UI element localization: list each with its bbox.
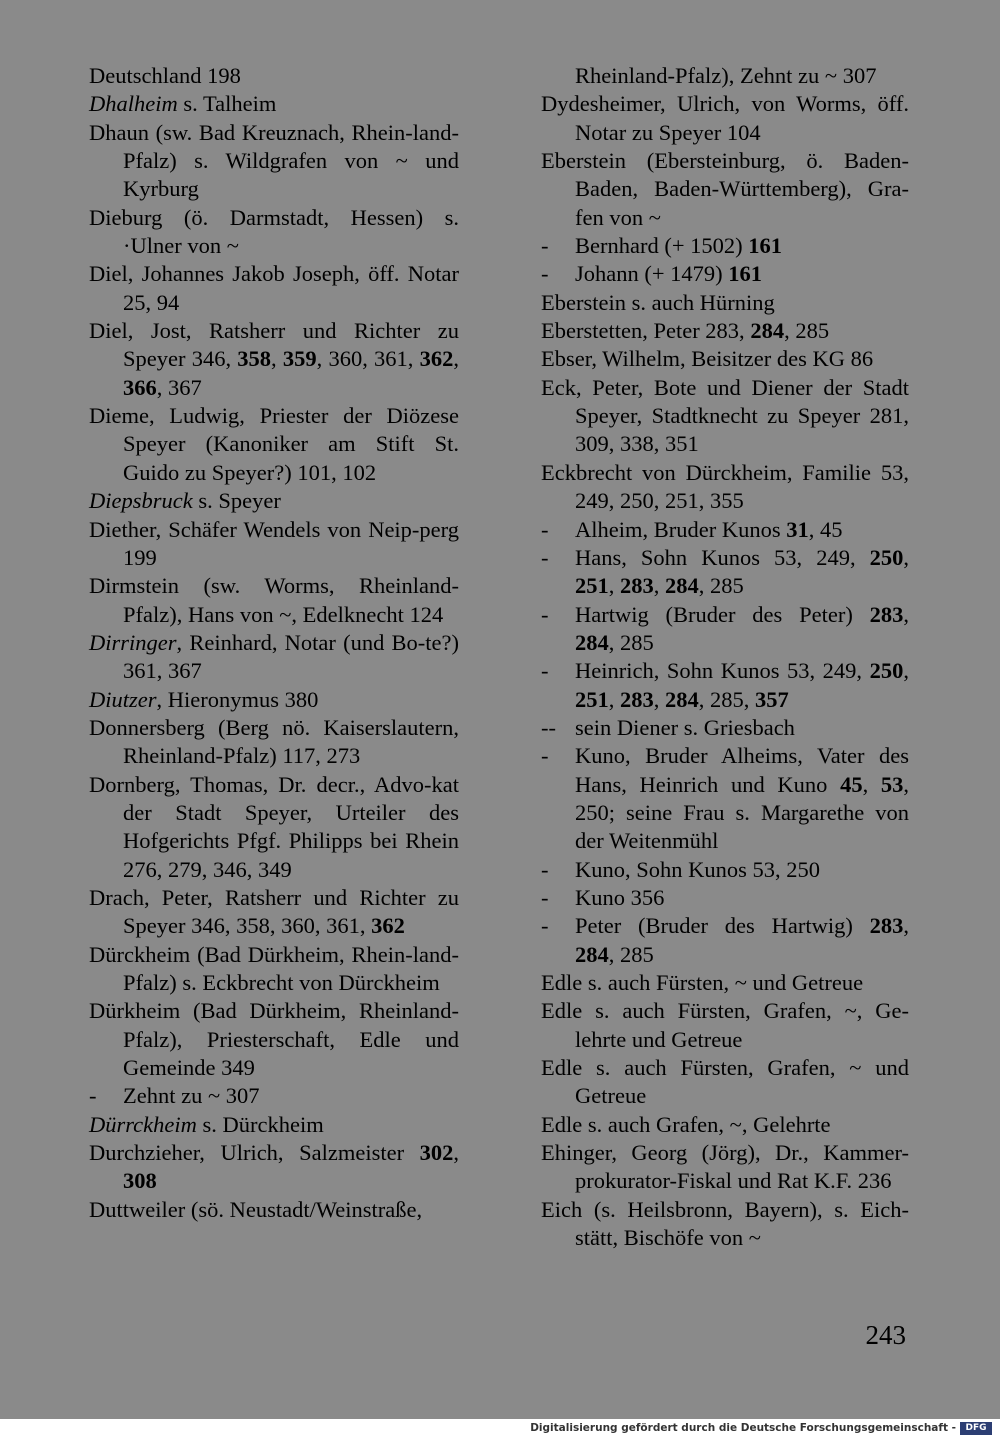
bold-page-reference: 250 [869,544,904,570]
index-entry [89,941,459,998]
entry-text: , 360, 361, [316,346,420,372]
bold-page-reference: 283 [869,601,904,627]
entry-text: , [608,686,620,712]
entry-text: , Reinhard, Notar (und Bo-te?) 361, 367 [123,629,459,684]
bold-page-reference: 161 [728,261,763,287]
index-entry [89,572,459,629]
bold-page-reference: 362 [419,346,454,372]
index-entry [89,119,459,204]
index-entry [89,1196,459,1224]
entry-text: Dydesheimer, Ulrich, von Worms, öff. Notar zu Speyer 104 [541,91,909,145]
entry-text: , [271,346,283,372]
entry-text: , 285, [698,686,755,712]
bold-page-reference: 45 [840,771,863,797]
entry-text: s. Speyer [192,488,281,514]
italic-term: Dhalheim [89,91,178,117]
bold-page-reference: 31 [786,516,809,542]
index-entry [89,1082,459,1110]
bold-page-reference: 362 [371,913,405,939]
index-entry [541,544,909,601]
entry-text: Edle s. auch Fürsten, Grafen, ~, Ge-lehrte und Getreue [541,998,909,1052]
entry-text: Kuno, Sohn Kunos 53, 250 [575,856,821,882]
index-entry [541,1139,909,1196]
entry-text: Peter (Bruder des Hartwig) [575,913,870,939]
index-entry [541,714,909,742]
index-entry [89,204,459,261]
entry-text: Johann (+ 1479) [575,261,729,287]
italic-term: Diepsbruck [89,488,193,514]
sub-entry-dash: - [541,233,549,259]
sub-entry-dash: - [541,913,549,939]
bold-page-reference: 251 [575,686,609,712]
sub-entry-dash: - [541,884,549,910]
sub-entry-dash: - [541,601,549,627]
sub-entry-dash: - [541,516,549,542]
entry-text: Diel, Jost, Ratsherr und Richter zu Speyer 346, [89,318,459,372]
index-entry [541,516,909,544]
entry-text: , [453,1140,459,1166]
entry-text: Eich (s. Heilsbronn, Bayern), s. Eich-stätt, Bischöfe von ~ [541,1196,909,1251]
index-entry [89,1111,459,1139]
index-entry [541,345,909,373]
entry-text: Hans, Sohn Kunos 53, 249, [575,544,870,570]
index-entry [89,317,459,402]
index-entry [89,629,459,686]
entry-text: , [453,346,460,372]
entry-text: Kuno, Bruder Alheims, Vater des Hans, Heinrich und Kuno [575,743,909,797]
bold-page-reference: 284 [575,629,609,655]
bold-page-reference: 161 [748,233,783,259]
entry-text: Durchzieher, Ulrich, Salzmeister [89,1140,420,1166]
italic-term: Dürrckheim [89,1111,197,1137]
entry-text: Diel, Johannes Jakob Joseph, öff. Notar 25, 94 [89,261,459,315]
entry-text: , [903,913,909,939]
bold-page-reference: 251 [575,573,609,599]
entry-text: Bernhard (+ 1502) [575,233,749,259]
index-entry [541,317,909,345]
entry-text: , [608,573,620,599]
index-entry [89,884,459,941]
index-entry [89,714,459,771]
entry-text: Rheinland-Pfalz), Zehnt zu ~ 307 [575,63,877,88]
entry-text: Deutschland 198 [89,63,241,88]
entry-text: , [903,601,909,627]
entry-text: , 45 [808,516,843,542]
bold-page-reference: 359 [282,346,317,372]
entry-text: , 250; seine Frau s. Margarethe von der Weitenmühl [575,771,909,854]
index-entry [541,1111,909,1139]
bold-page-reference: 366 [123,374,157,400]
index-entry [541,90,909,147]
entry-text: Ebser, Wilhelm, Beisitzer des KG 86 [541,346,874,372]
italic-term: Dirringer [89,629,177,655]
entry-text: Zehnt zu ~ 307 [123,1083,260,1109]
sub-entry-dash: - [541,261,549,287]
index-entry [541,997,909,1054]
index-entry [541,1054,909,1111]
index-entry [541,742,909,855]
index-entry [89,1139,459,1196]
entry-text: , Hieronymus 380 [156,686,319,712]
bold-page-reference: 53 [880,771,904,797]
bold-page-reference: 284 [750,318,785,344]
entry-text: , 285 [698,573,744,599]
entry-text: Dirmstein (sw. Worms, Rheinland-Pfalz), Hans von ~, Edelknecht 124 [89,573,459,627]
bold-page-reference: 308 [123,1168,157,1194]
bold-page-reference: 283 [869,913,904,939]
sub-entry-dash: - [541,658,549,684]
index-entry [541,147,909,232]
index-entry [541,856,909,884]
entry-text: , 367 [156,374,202,400]
entry-text: Kuno 356 [575,884,665,910]
index-entry [89,516,459,573]
footer-credit: Digitalisierung gefördert durch die Deutsche Forschungsgemeinschaft - [530,1422,956,1434]
index-column-left [89,62,459,1224]
entry-text: Drach, Peter, Ratsherr und Richter zu Speyer 346, 358, 360, 361, [89,884,459,939]
entry-text: Dieburg (ö. Darmstadt, Hessen) s. ·Ulner von ~ [89,204,459,259]
bold-page-reference: 283 [620,573,654,599]
index-entry [541,232,909,260]
footer-bar [0,1419,1000,1439]
entry-text: Hartwig (Bruder des Peter) [575,601,870,627]
entry-text: Eberstein s. auch Hürning [541,289,775,315]
bold-page-reference: 357 [755,686,789,712]
bold-page-reference: 358 [237,346,272,372]
index-entry [541,601,909,658]
entry-text: , 285 [784,318,830,344]
dfg-logo-icon: DFG [960,1422,992,1435]
index-entry [89,997,459,1082]
entry-text: Donnersberg (Berg nö. Kaiserslautern, Rheinland-Pfalz) 117, 273 [89,714,459,769]
entry-text: s. Dürckheim [196,1111,324,1137]
index-entry [541,260,909,288]
bold-page-reference: 284 [665,573,699,599]
entry-text: Alheim, Bruder Kunos [575,516,787,542]
entry-text: s. Talheim [177,91,277,117]
entry-text: , [653,686,665,712]
entry-text: , [903,544,909,570]
entry-text: , [903,658,909,684]
bold-page-reference: 284 [665,686,699,712]
entry-text: Ehinger, Georg (Jörg), Dr., Kammer-prokurator-Fiskal und Rat K.F. 236 [541,1140,909,1194]
page-number: 243 [865,1320,906,1350]
sub-entry-dash: - [541,856,549,882]
index-entry [541,884,909,912]
entry-text: Dhaun (sw. Bad Kreuznach, Rhein-land-Pfalz) s. Wildgrafen von ~ und Kyrburg [89,119,459,202]
index-entry [89,771,459,884]
sub-entry-dash: - [89,1083,97,1109]
index-entry [89,90,459,118]
index-entry [541,657,909,714]
index-entry [89,402,459,487]
index-entry [89,686,459,714]
index-entry [541,1196,909,1253]
index-entry [541,374,909,459]
sub-entry-dash: -- [541,714,556,740]
bold-page-reference: 250 [869,658,904,684]
entry-text: Edle s. auch Fürsten, ~ und Getreue [541,970,864,995]
entry-text: Heinrich, Sohn Kunos 53, 249, [575,658,870,684]
index-entry [89,487,459,515]
entry-text: Diether, Schäfer Wendels von Neip-perg 199 [89,516,459,570]
index-entry [541,459,909,516]
entry-text: Eberstein (Ebersteinburg, ö. Baden-Baden, Baden-Württemberg), Gra-fen von ~ [541,148,909,230]
entry-text: Dürckheim (Bad Dürkheim, Rhein-land-Pfalz) s. Eckbrecht von Dürckheim [89,941,459,995]
entry-text: Eberstetten, Peter 283, [541,318,751,344]
entry-text: Dieme, Ludwig, Priester der Diözese Speyer (Kanoniker am Stift St. Guido zu Speyer?) 101, 102 [89,403,459,485]
index-entry [541,912,909,969]
entry-text: , 285 [608,941,654,967]
index-entry [89,260,459,317]
entry-text: Edle s. auch Fürsten, Grafen, ~ und Getreue [541,1055,909,1109]
index-entry [541,289,909,317]
entry-text: , [862,771,881,797]
index-column-right [541,62,909,1252]
index-entry [541,62,909,90]
entry-text: , 285 [608,629,654,655]
entry-text: Eck, Peter, Bote und Diener der Stadt Speyer, Stadtknecht zu Speyer 281, 309, 338, 351 [541,374,909,457]
entry-text: Eckbrecht von Dürckheim, Familie 53, 249, 250, 251, 355 [541,459,909,514]
index-entry [89,62,459,90]
sub-entry-dash: - [541,743,549,769]
index-entry [541,969,909,997]
entry-text: , [653,573,665,599]
entry-text: Edle s. auch Grafen, ~, Gelehrte [541,1111,831,1137]
sub-entry-dash: - [541,544,549,570]
entry-text: Duttweiler (sö. Neustadt/Weinstraße, [89,1196,423,1222]
bold-page-reference: 283 [620,686,654,712]
italic-term: Diutzer [89,686,157,712]
entry-text: sein Diener s. Griesbach [575,714,795,740]
bold-page-reference: 284 [575,941,609,967]
bold-page-reference: 302 [419,1140,454,1166]
entry-text: Dürkheim (Bad Dürkheim, Rheinland-Pfalz), Priesterschaft, Edle und Gemeinde 349 [89,998,459,1081]
entry-text: Dornberg, Thomas, Dr. decr., Advo-kat der Stadt Speyer, Urteiler des Hofgerichts Pfgf. Philipps bei Rhein 276, 279, 346, 349 [89,771,459,882]
